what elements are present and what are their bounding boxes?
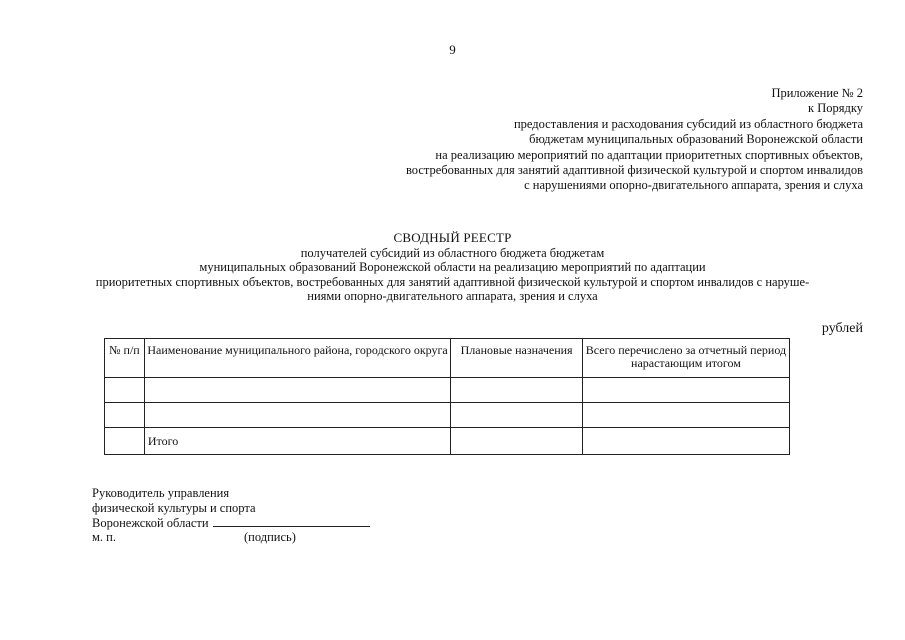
table-cell [582,403,789,428]
appendix-header [406,86,863,194]
table-cell [105,403,145,428]
registry-table [104,338,790,455]
table-total-row [105,428,790,455]
table-cell [582,428,789,455]
appendix-line: к Порядку [808,101,863,116]
stamp-row [92,530,370,545]
signature-position-line: физической культуры и спорта [92,500,256,515]
column-header-transferred: Всего перечислено за отчетный период нарастающим итогом [582,339,789,378]
appendix-line: на реализацию мероприятий по адаптации приоритетных спортивных объектов, [435,147,863,162]
title-line: ниями опорно-двигательного аппарата, зрения и слуха [307,289,598,303]
title-line: муниципальных образований Воронежской области на реализацию мероприятий по адаптации [199,260,706,274]
title-line: получателей субсидий из областного бюджета бюджетам [300,245,605,260]
signature-line [213,516,370,527]
signature-caption: (подпись) [244,530,296,545]
table-cell [451,403,583,428]
table-cell [582,378,789,403]
table-cell [451,378,583,403]
table-row [105,403,790,428]
document-title-block [60,231,845,304]
table-cell [105,428,145,455]
table-cell [144,378,451,403]
signature-position-line: Руководитель управления [92,486,230,500]
appendix-line: Приложение № 2 [771,86,863,100]
appendix-line: предоставления и расходования субсидий из областного бюджета [513,116,863,131]
table-cell [144,403,451,428]
table-row [105,378,790,403]
column-header-planned: Плановые назначения [451,339,583,378]
total-label: Итого [144,428,451,455]
column-header-name: Наименование муниципального района, городского округа [144,339,451,378]
currency-unit: рублей [821,321,863,336]
stamp-label: м. п. [92,530,116,545]
signature-position-line [92,516,370,531]
signature-org: Воронежской области [92,515,209,530]
page-number: 9 [449,42,456,57]
appendix-line: бюджетам муниципальных образований Воронежской области [529,132,863,147]
signature-block [92,486,370,545]
column-header-number: № п/п [105,339,145,378]
table-cell [451,428,583,455]
table-cell [105,378,145,403]
appendix-line: с нарушениями опорно-двигательного аппарата, зрения и слуха [524,178,863,193]
title-line: приоритетных спортивных объектов, востребованных для занятий адаптивной физической культурой и спортом инвалидов с наруше- [95,274,810,289]
table-header-row [105,339,790,378]
document-title: СВОДНЫЙ РЕЕСТР [393,230,512,245]
appendix-line: востребованных для занятий адаптивной физической культурой и спортом инвалидов [405,163,863,178]
